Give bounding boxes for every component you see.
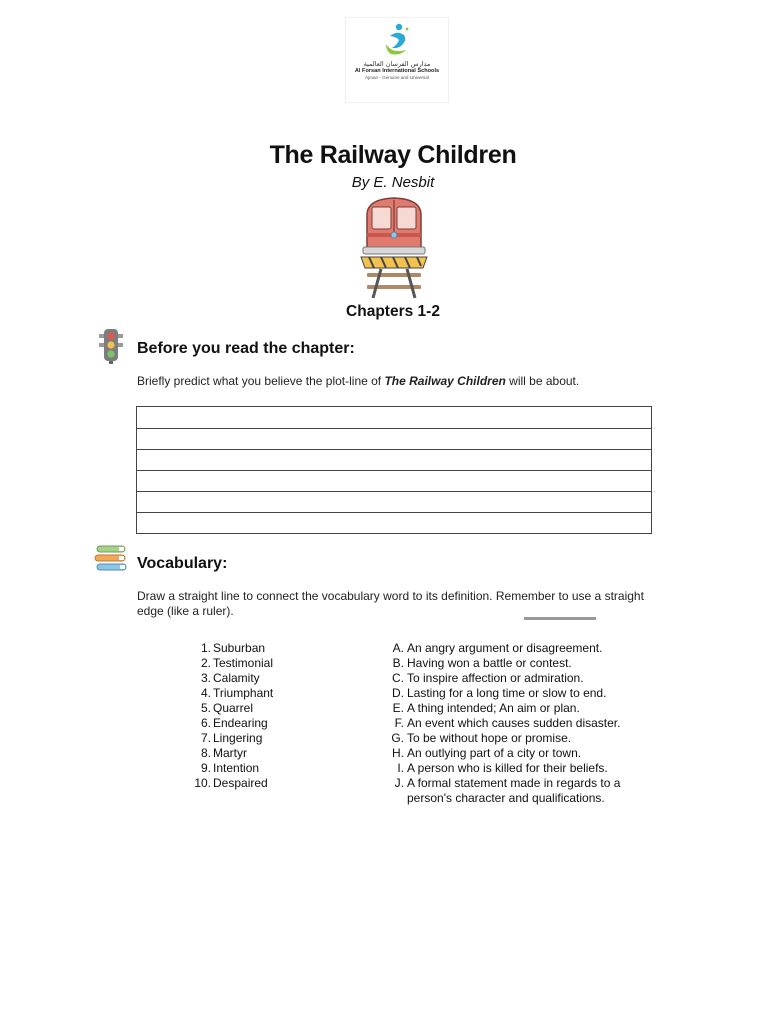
definition-item: C. To inspire affection or admiration. (392, 671, 584, 685)
answer-line-5[interactable] (137, 491, 651, 511)
ruler-line (524, 617, 596, 620)
word-item: 2. Testimonial (200, 656, 274, 670)
definition-item: G. To be without hope or promise. (391, 731, 572, 745)
logo-tagline: Ajman - Genuine and Universal (365, 75, 429, 80)
word-item: 8. Martyr (200, 746, 247, 760)
vocabulary-word-list (190, 641, 330, 791)
vocabulary-definition-list (391, 641, 651, 806)
before-reading-heading: Before you read the chapter: (137, 340, 355, 357)
word-item: 5. Quarrel (200, 701, 254, 715)
word-item: 9. Intention (200, 761, 260, 775)
logo-english-name: Al Forsan International Schools (354, 68, 440, 74)
prediction-prompt: Briefly predict what you believe the plot-line of The Railway Children will be about. (137, 374, 580, 388)
definition-item: B. Having won a battle or contest. (392, 656, 572, 670)
logo-arabic-name: مدارس الفرسان العالمية (363, 60, 431, 68)
definition-item: I. A person who is killed for their beliefs. (397, 761, 608, 775)
school-logo-icon (380, 22, 414, 58)
answer-line-4[interactable] (137, 470, 651, 490)
answer-line-3[interactable] (137, 449, 651, 469)
book-title-emphasis: The Railway Children (384, 374, 506, 388)
traffic-light-icon (98, 328, 124, 364)
word-item: 7. Lingering (200, 731, 263, 745)
page-title: The Railway Children (269, 141, 517, 169)
definition-item: J. A formal statement made in regards to a person's character and qualifications. (394, 776, 621, 805)
word-item: 6. Endearing (200, 716, 268, 730)
train-icon (359, 197, 429, 299)
answer-line-1[interactable] (137, 407, 651, 427)
books-stack-icon (94, 545, 128, 573)
definition-item: E. A thing intended; An aim or plan. (392, 701, 580, 715)
answer-line-2[interactable] (137, 428, 651, 448)
definition-item: H. An outlying part of a city or town. (392, 746, 582, 760)
author-line: By E. Nesbit (351, 174, 435, 191)
definition-item: A. An angry argument or disagreement. (392, 641, 603, 655)
school-logo (346, 18, 448, 102)
answer-line-6[interactable] (137, 512, 651, 532)
definition-item: F. An event which causes sudden disaster. (394, 716, 621, 730)
word-item: 4. Triumphant (200, 686, 274, 700)
word-item: 1. Suburban (200, 641, 266, 655)
vocabulary-heading: Vocabulary: (137, 555, 228, 572)
word-item: 3. Calamity (200, 671, 260, 685)
chapters-heading: Chapters 1-2 (346, 303, 440, 320)
prediction-answer-box (136, 406, 652, 534)
vocabulary-instructions: Draw a straight line to connect the vocabulary word to its definition. Remember to use a straight edge (like a ruler). (137, 589, 644, 618)
definition-item: D. Lasting for a long time or slow to end. (392, 686, 607, 700)
word-item: 10. Despaired (194, 776, 268, 790)
